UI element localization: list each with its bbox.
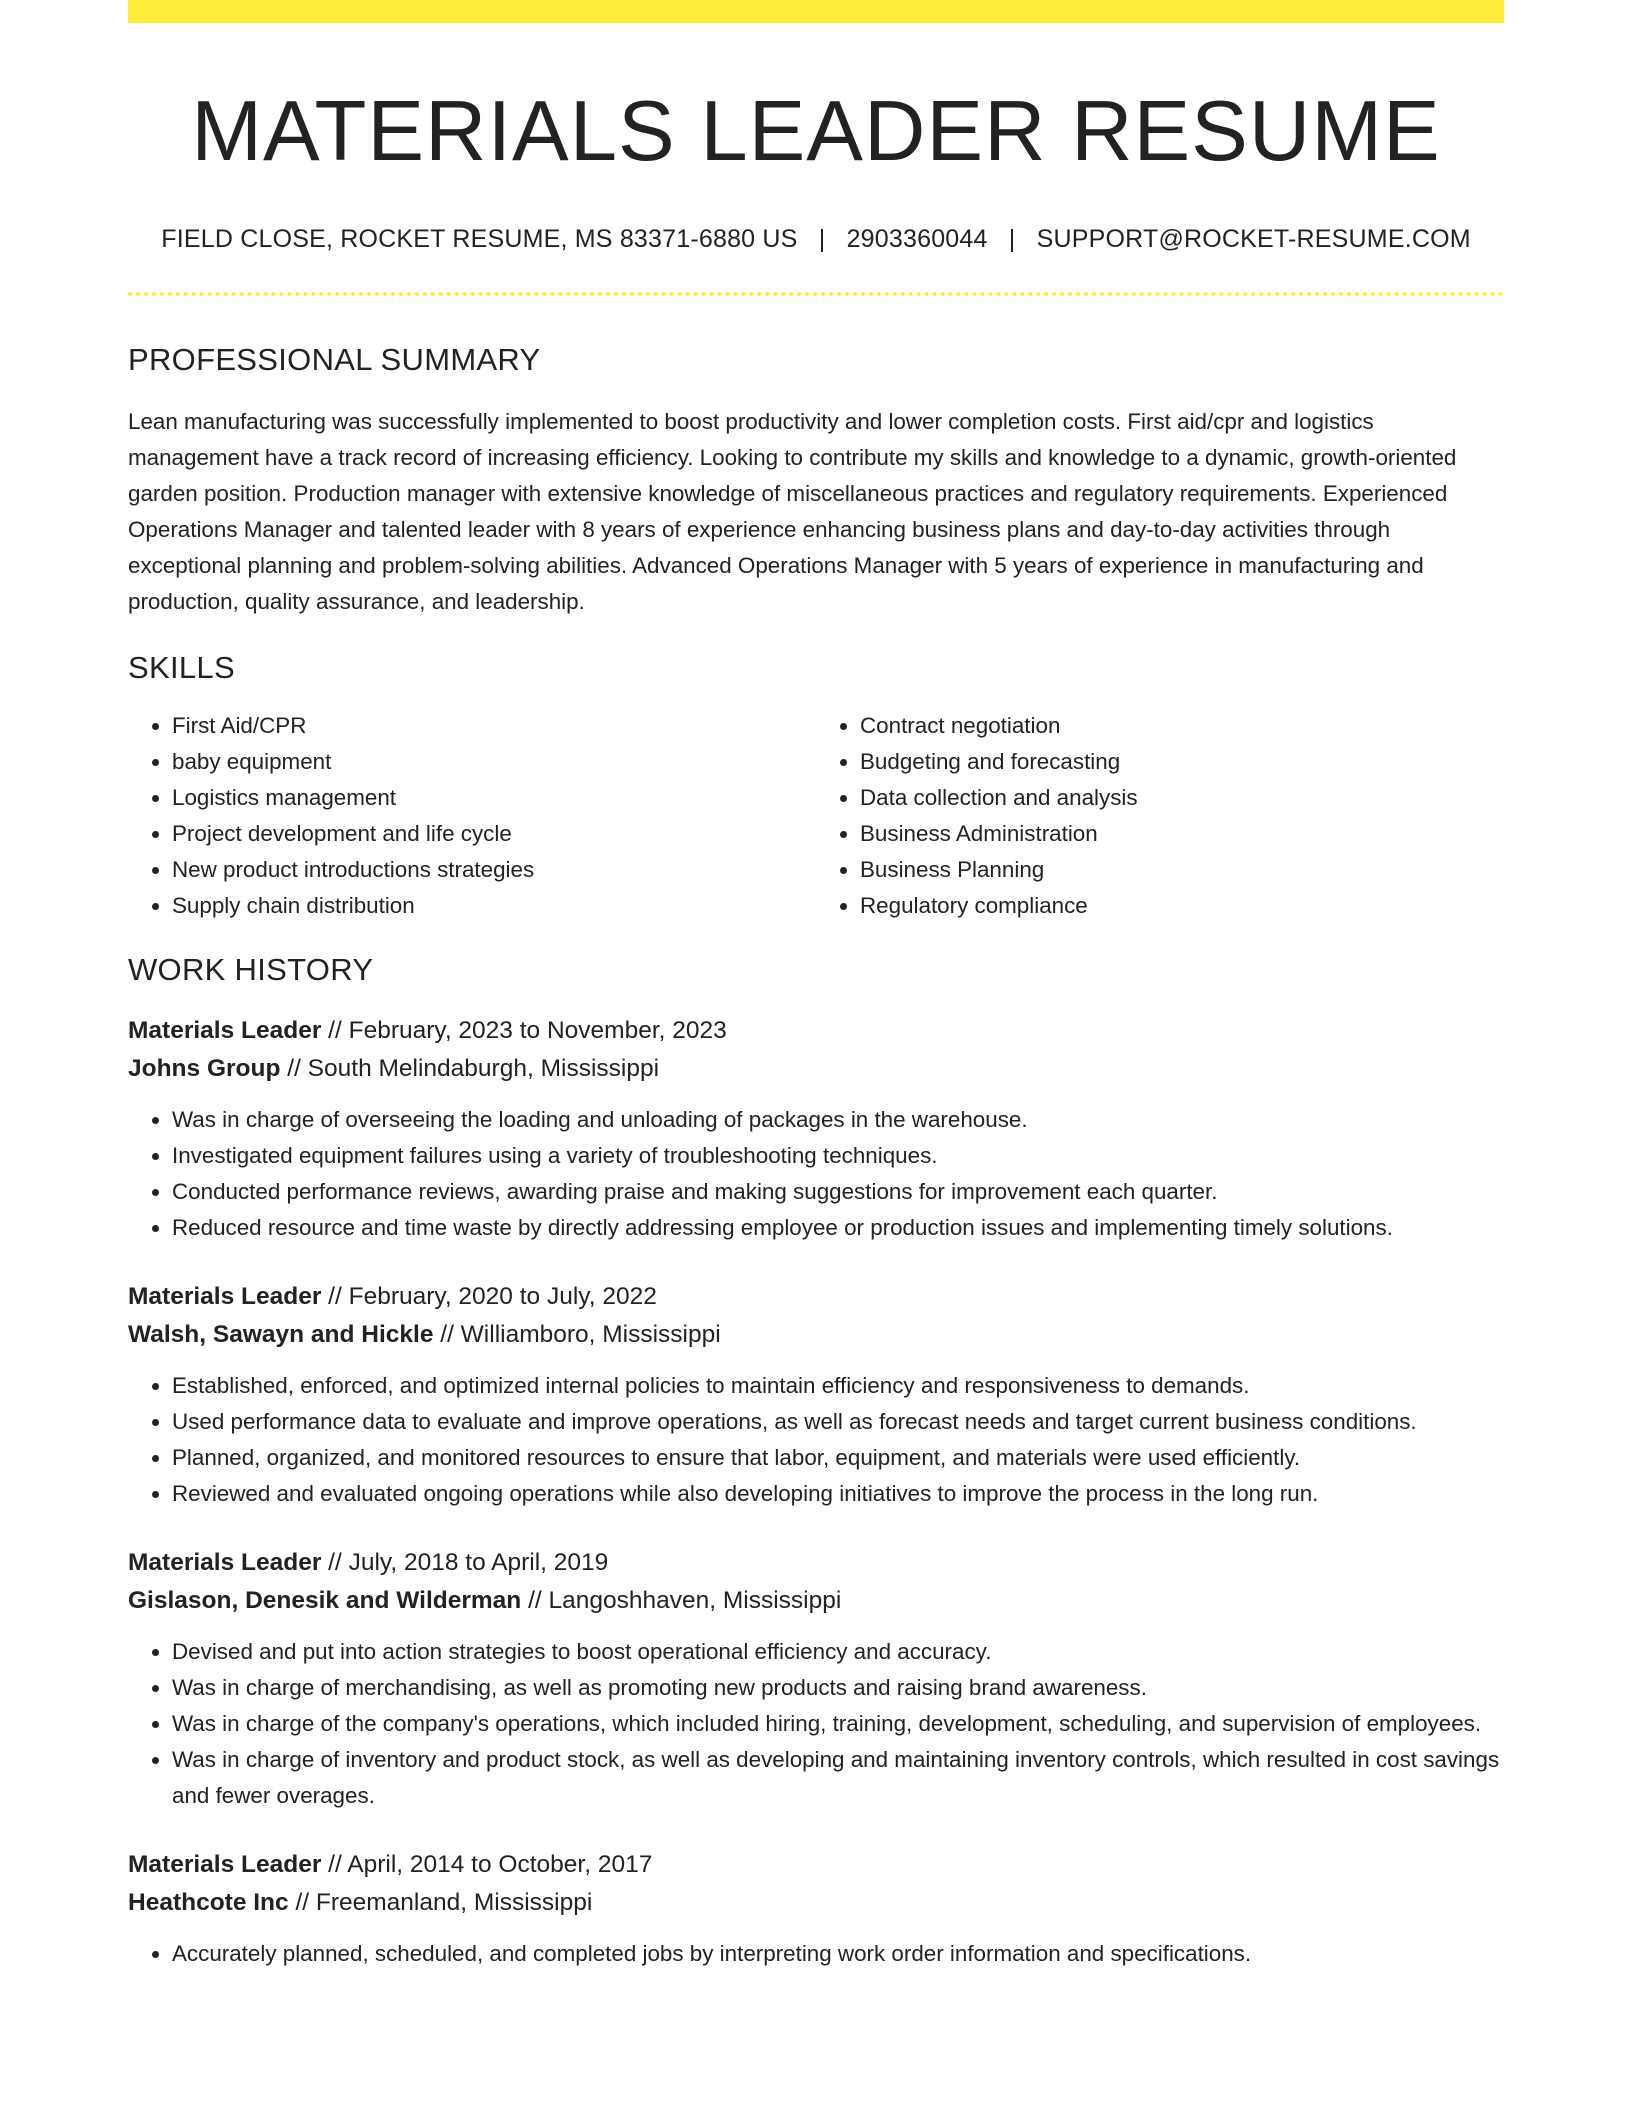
skill-item: • New product introductions strategies bbox=[172, 852, 816, 888]
skill-item: • Project development and life cycle bbox=[172, 816, 816, 852]
job-entry bbox=[128, 1278, 1504, 1512]
job-bullet: • Used performance data to evaluate and improve operations, as well as forecast needs and target current business conditions. bbox=[172, 1404, 1504, 1440]
job-bullets bbox=[128, 1102, 1504, 1246]
job-location: // South Melindaburgh, Mississippi bbox=[280, 1054, 660, 1082]
job-bullet: • Conducted performance reviews, awarding praise and making suggestions for improvement each quarter. bbox=[172, 1174, 1504, 1210]
job-title-line bbox=[128, 1846, 1504, 1884]
job-bullet: • Reduced resource and time waste by directly addressing employee or production issues and implementing timely solutions. bbox=[172, 1210, 1504, 1246]
job-company-line bbox=[128, 1582, 1504, 1620]
job-bullets bbox=[128, 1634, 1504, 1814]
job-location: // Freemanland, Mississippi bbox=[288, 1888, 593, 1916]
job-entry bbox=[128, 1544, 1504, 1814]
skill-item: • Business Administration bbox=[860, 816, 1504, 852]
skill-item: • Supply chain distribution bbox=[172, 888, 816, 924]
job-company-line bbox=[128, 1316, 1504, 1354]
skill-item: • Contract negotiation bbox=[860, 708, 1504, 744]
job-title: Materials Leader bbox=[128, 1282, 322, 1310]
job-company: Walsh, Sawayn and Hickle bbox=[128, 1320, 434, 1348]
contact-separator: | bbox=[1008, 224, 1016, 253]
job-bullets bbox=[128, 1936, 1504, 1972]
summary-text: Lean manufacturing was successfully implemented to boost productivity and lower completion costs. First aid/cpr and logistics management have a track record of increasing efficiency. Looking to contribute my skills and knowledge to a dynamic, growth-oriented garden position. Production manager with extensive knowledge of miscellaneous practices and regulatory requirements. Experienced Operations Manager and talented leader with 8 years of experience enhancing business plans and day-to-day activities through exceptional planning and problem-solving abilities. Advanced Operations Manager with 5 years of experience in manufacturing and production, quality assurance, and leadership. bbox=[128, 408, 1457, 614]
job-title: Materials Leader bbox=[128, 1016, 322, 1044]
job-bullet: • Accurately planned, scheduled, and completed jobs by interpreting work order information and specifications. bbox=[172, 1936, 1504, 1972]
contact-address: FIELD CLOSE, ROCKET RESUME, MS 83371-6880 US bbox=[161, 224, 798, 253]
job-bullets bbox=[128, 1368, 1504, 1512]
resume-title: MATERIALS LEADER RESUME bbox=[191, 84, 1441, 179]
job-location: // Langoshhaven, Mississippi bbox=[521, 1586, 842, 1614]
skill-item: • Logistics management bbox=[172, 780, 816, 816]
job-company-line bbox=[128, 1050, 1504, 1088]
skill-item: • baby equipment bbox=[172, 744, 816, 780]
job-dates: // July, 2018 to April, 2019 bbox=[321, 1548, 609, 1576]
job-bullet: • Reviewed and evaluated ongoing operations while also developing initiatives to improve the process in the long run. bbox=[172, 1476, 1504, 1512]
skill-item: • Regulatory compliance bbox=[860, 888, 1504, 924]
contact-phone: 2903360044 bbox=[846, 224, 988, 253]
job-bullet: • Established, enforced, and optimized internal policies to maintain efficiency and responsiveness to demands. bbox=[172, 1368, 1504, 1404]
job-title-line bbox=[128, 1544, 1504, 1582]
work-history-heading: WORK HISTORY bbox=[128, 951, 374, 987]
skills-heading: SKILLS bbox=[128, 649, 235, 685]
job-bullet: • Was in charge of merchandising, as well as promoting new products and raising brand awareness. bbox=[172, 1670, 1504, 1706]
job-dates: // February, 2020 to July, 2022 bbox=[321, 1282, 657, 1310]
resume-page bbox=[128, 0, 1504, 1972]
job-company: Johns Group bbox=[128, 1054, 281, 1082]
job-dates: // April, 2014 to October, 2017 bbox=[321, 1850, 653, 1878]
job-title: Materials Leader bbox=[128, 1850, 322, 1878]
contact-line bbox=[128, 225, 1504, 254]
summary-heading: PROFESSIONAL SUMMARY bbox=[128, 341, 541, 377]
job-dates: // February, 2023 to November, 2023 bbox=[321, 1016, 727, 1044]
job-bullet: • Was in charge of the company's operations, which included hiring, training, development, scheduling, and supervision of employees. bbox=[172, 1706, 1504, 1742]
contact-email: SUPPORT@ROCKET-RESUME.COM bbox=[1036, 224, 1471, 253]
skills-column-left bbox=[128, 708, 816, 924]
job-company-line bbox=[128, 1884, 1504, 1922]
job-title-line bbox=[128, 1278, 1504, 1316]
job-bullet: • Was in charge of overseeing the loading and unloading of packages in the warehouse. bbox=[172, 1102, 1504, 1138]
job-bullet: • Planned, organized, and monitored resources to ensure that labor, equipment, and materials were used efficiently. bbox=[172, 1440, 1504, 1476]
accent-top-bar bbox=[128, 0, 1504, 23]
job-company: Heathcote Inc bbox=[128, 1888, 289, 1916]
dotted-divider bbox=[128, 292, 1504, 296]
job-company: Gislason, Denesik and Wilderman bbox=[128, 1586, 522, 1614]
job-entry bbox=[128, 1012, 1504, 1246]
job-title-line bbox=[128, 1012, 1504, 1050]
job-title: Materials Leader bbox=[128, 1548, 322, 1576]
job-bullet: • Investigated equipment failures using a variety of troubleshooting techniques. bbox=[172, 1138, 1504, 1174]
skills-list bbox=[128, 708, 1504, 924]
skill-item: • First Aid/CPR bbox=[172, 708, 816, 744]
job-location: // Williamboro, Mississippi bbox=[433, 1320, 721, 1348]
skill-item: • Business Planning bbox=[860, 852, 1504, 888]
job-bullet: • Was in charge of inventory and product stock, as well as developing and maintaining inventory controls, which resulted in cost savings and fewer overages. bbox=[172, 1742, 1504, 1814]
job-bullet: • Devised and put into action strategies to boost operational efficiency and accuracy. bbox=[172, 1634, 1504, 1670]
skill-item: • Budgeting and forecasting bbox=[860, 744, 1504, 780]
contact-separator: | bbox=[818, 224, 826, 253]
job-entry bbox=[128, 1846, 1504, 1972]
skills-column-right bbox=[816, 708, 1504, 924]
skill-item: • Data collection and analysis bbox=[860, 780, 1504, 816]
